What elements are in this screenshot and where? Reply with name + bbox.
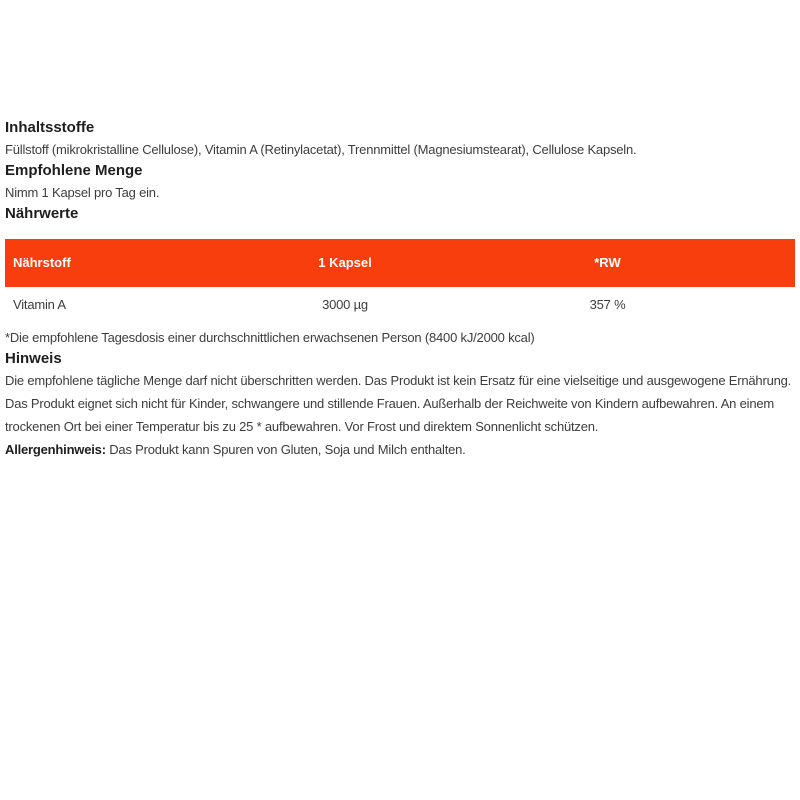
table-row <box>5 287 795 326</box>
column-header-nutrient: Nährstoff <box>13 255 71 270</box>
allergen-notice <box>5 438 795 461</box>
allergen-label: Allergenhinweis: <box>5 442 106 457</box>
section-ingredients <box>5 118 795 161</box>
section-nutrition <box>5 204 795 349</box>
section-notice <box>5 349 795 461</box>
column-header-rw: *RW <box>594 255 621 270</box>
section-dosage <box>5 161 795 204</box>
cell-nutrient: Vitamin A <box>13 297 66 312</box>
ingredients-text: Füllstoff (mikrokristalline Cellulose), Vitamin A (Retinylacetat), Trennmittel (Magnesiumstearat), Cellulose Kapseln. <box>5 142 637 157</box>
column-header-amount: 1 Kapsel <box>318 255 372 270</box>
rw-footnote: *Die empfohlene Tagesdosis einer durchschnittlichen erwachsenen Person (8400 kJ/2000 kcal) <box>5 330 535 345</box>
nutrition-table-header-row <box>5 239 795 287</box>
ingredients-heading: Inhaltsstoffe <box>5 119 95 136</box>
dosage-text: Nimm 1 Kapsel pro Tag ein. <box>5 185 160 200</box>
notice-text: Die empfohlene tägliche Menge darf nicht überschritten werden. Das Produkt ist kein Ersatz für eine vielseitige und ausgewogene Ernährung. Das Produkt eignet sich nicht für Kinder, schwangere und stillende Frauen. Außerhalb der Reichweite von Kindern aufbewahren. An einem trockenen Ort bei einer Temperatur bis zu 25 * aufbewahren. Vor Frost und direktem Sonnenlicht schützen. <box>5 373 792 434</box>
notice-heading: Hinweis <box>5 350 62 367</box>
nutrition-table <box>5 239 795 326</box>
cell-rw: 357 % <box>589 297 626 312</box>
nutrition-heading: Nährwerte <box>5 205 79 222</box>
dosage-heading: Empfohlene Menge <box>5 162 143 179</box>
allergen-text: Das Produkt kann Spuren von Gluten, Soja und Milch enthalten. <box>105 442 466 457</box>
cell-amount: 3000 µg <box>322 297 368 312</box>
